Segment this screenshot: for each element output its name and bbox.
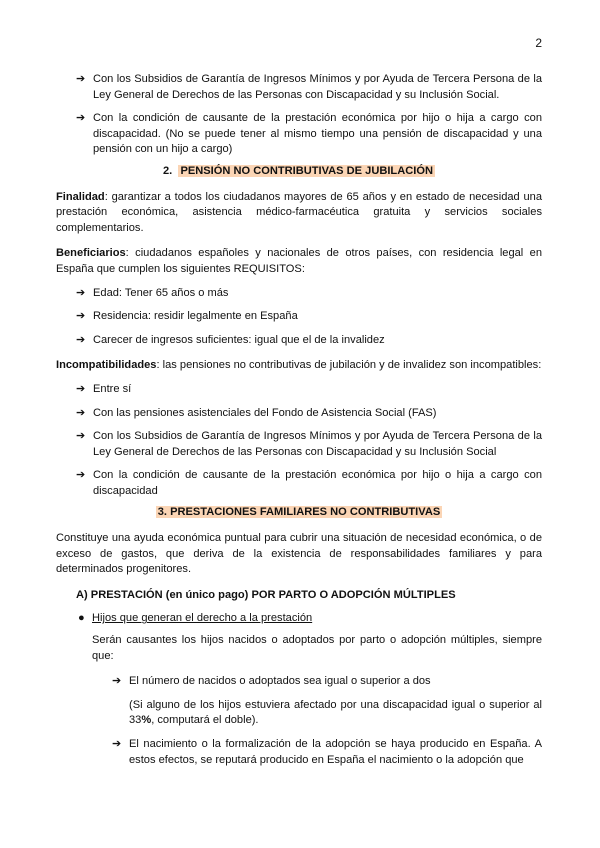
section-title: 3. PRESTACIONES FAMILIARES NO CONTRIBUTIVAS [157, 506, 441, 519]
list-item [56, 382, 542, 398]
term-label: Finalidad [56, 190, 105, 203]
list-item-text: Residencia: residir legalmente en España [93, 310, 298, 323]
list-item-text: Con la condición de causante de la prestación económica por hijo o hija a cargo con discapacidad [93, 469, 542, 497]
list-item [56, 286, 542, 302]
subsection-heading: A) PRESTACIÓN (en único pago) POR PARTO O ADOPCIÓN MÚLTIPLES [76, 588, 456, 601]
list-item-text: Con los Subsidios de Garantía de Ingresos Mínimos y por Ayuda de Tercera Persona de la Ley General de Derechos de las Personas con Discapacidad y su Inclusión Social. [93, 73, 542, 101]
list-item [56, 333, 542, 349]
list-item [56, 72, 542, 103]
arrow-icon: ➔ [76, 73, 86, 85]
list-item [56, 111, 542, 158]
list-item-text: Edad: Tener 65 años o más [93, 286, 229, 299]
arrow-icon: ➔ [76, 469, 86, 482]
paragraph-incompatibilidades [56, 358, 542, 374]
list-item-text: Carecer de ingresos suficientes: igual que el de la invalidez [93, 333, 385, 346]
note-text: , computará el doble). [151, 714, 259, 727]
list-item-text: Entre sí [93, 382, 132, 395]
bullet-item [56, 611, 542, 627]
arrow-icon: ➔ [76, 286, 86, 299]
section-heading [56, 505, 542, 521]
arrow-icon: ➔ [76, 430, 86, 443]
list-item [56, 406, 542, 422]
paragraph-finalidad [56, 190, 542, 237]
page-content [56, 72, 542, 768]
list-item [56, 309, 542, 325]
list-item-text: El número de nacidos o adoptados sea igual o superior a dos [129, 675, 431, 688]
note-paragraph [56, 698, 542, 729]
arrow-icon: ➔ [76, 112, 86, 125]
arrow-icon: ➔ [76, 333, 86, 346]
list-item [56, 674, 542, 690]
section-heading [56, 164, 542, 180]
list-item-text: El nacimiento o la formalización de la adopción se haya producido en España. A estos efectos, se reputará producido en España el nacimiento o la adopción que [129, 738, 542, 766]
note-text: (Si alguno de los hijos estuviera afectado por una discapacidad igual o superior al 33 [129, 698, 542, 727]
list-item [56, 737, 542, 768]
list-item-text: Con la condición de causante de la prestación económica por hijo o hija a cargo con discapacidad. (No se puede tener al mismo tiempo una pensión de discapacidad y una pensión con un hijo a cargo) [93, 112, 542, 156]
list-item [56, 429, 542, 460]
arrow-icon: ➔ [76, 406, 86, 419]
paragraph-intro: Constituye una ayuda económica puntual para cubrir una situación de necesidad económica, o de exceso de gastos, que deriva de la existencia de responsabilidades familiares y para determinados progenitores. [56, 532, 542, 576]
term-label: Beneficiarios [56, 247, 126, 260]
arrow-icon: ➔ [112, 675, 122, 688]
term-text: : las pensiones no contributivas de jubilación y de invalidez son incompatibles: [156, 359, 542, 372]
paragraph-beneficiarios [56, 246, 542, 277]
section-number: 2. [163, 164, 173, 177]
term-text: : garantizar a todos los ciudadanos mayores de 65 años y en estado de necesidad una prestación económica, asistencia médico-farmacéutica gratuita y servicios sociales complementarios. [56, 190, 542, 234]
list-item-text: Con las pensiones asistenciales del Fondo de Asistencia Social (FAS) [93, 406, 437, 419]
arrow-icon: ➔ [76, 382, 86, 395]
arrow-icon: ➔ [112, 738, 122, 750]
paragraph-causantes: Serán causantes los hijos nacidos o adoptados por parto o adopción múltiples, siempre que: [92, 634, 542, 662]
note-percent: % [141, 714, 152, 727]
bullet-icon: ● [78, 612, 85, 625]
section-title: PENSIÓN NO CONTRIBUTIVAS DE JUBILACIÓN [180, 164, 433, 177]
page-number: 2 [535, 36, 542, 50]
list-item [56, 468, 542, 499]
term-label: Incompatibilidades [56, 359, 157, 372]
list-item-text: Con los Subsidios de Garantía de Ingresos Mínimos y por Ayuda de Tercera Persona de la Ley General de Derechos de las Personas con Discapacidad y su Inclusión Social [93, 430, 542, 458]
bullet-title: Hijos que generan el derecho a la prestación [92, 612, 313, 625]
term-text: : ciudadanos españoles y nacionales de otros países, con residencia legal en España que cumplen los siguientes REQUISITOS: [56, 247, 542, 275]
arrow-icon: ➔ [76, 310, 86, 323]
